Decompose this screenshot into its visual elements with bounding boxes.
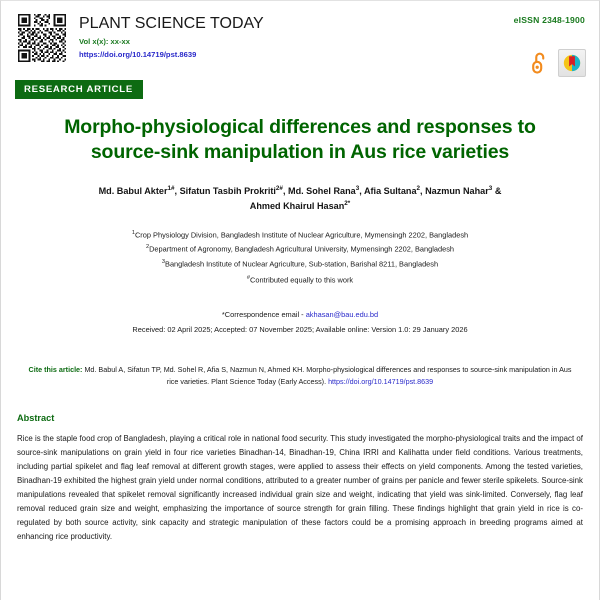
page-title: Morpho-physiological differences and responses to source-sink manipulation in Aus rice varieties	[64, 116, 536, 163]
open-access-lock-icon[interactable]	[531, 50, 548, 76]
author-affiliation-marker: 2	[416, 184, 421, 192]
correspondence-email-link[interactable]: akhasan@bau.edu.bd	[305, 310, 379, 320]
author-affiliation-marker: 3	[488, 184, 493, 192]
abstract-body: Rice is the staple food crop of Bangladesh, playing a critical role in national food security. This study investigated the morpho-physiological traits and the impact of source-sink manipulations on grain yield in four rice varieties Binadhan-14, Binadhan-19, China IRRI and Kalihatta under field conditions. Various treatments, including partial spikelet and flag leaf removal at different growth stages, were applied to assess their effects on yield components. Among the tested varieties, Binadhan-19 exhibited the highest grain yield under normal conditions, attributed to a greater number of grains per panicle and fewer sterile spikelets. Source-sink manipulations revealed that spikelet removal significantly increased individual grain size and weight, indicating that yield was sink-limited. Conversely, flag leaf removal reduced grain size and weight, emphasizing the importance of source strength for grain filling. These findings highlight that grain yield in rice is co-regulated by both source activity, sink capacity and strategic manipulation of these factors could be a promising approach in breeding programs aimed at enhancing rice productivity.	[17, 434, 583, 542]
author-name: Md. Sohel Rana	[288, 185, 356, 196]
affiliation-marker: 2	[145, 244, 150, 251]
affiliation-item	[35, 242, 565, 257]
author-list	[49, 184, 551, 214]
cite-doi-link[interactable]: https://doi.org/10.14719/pst.8639	[328, 377, 434, 387]
eissn-label: eISSN 2348-1900	[513, 15, 585, 25]
affiliation-text: Crop Physiology Division, Bangladesh Institute of Nuclear Agriculture, Mymensingh 2202, Bangladesh	[134, 230, 469, 240]
publication-dates: Received: 02 April 2025; Accepted: 07 November 2025; Available online: Version 1.0: 29 January 2026	[132, 325, 468, 334]
journal-logo-icon	[562, 53, 582, 73]
correspondence-block	[31, 308, 569, 338]
author-name: Ahmed Khairul Hasan	[249, 200, 345, 211]
affiliation-marker: 3	[161, 259, 166, 266]
header-icon-group	[531, 49, 586, 77]
author-affiliation-marker: 2#	[275, 184, 283, 192]
affiliation-marker: 1	[131, 229, 135, 236]
masthead	[1, 1, 599, 63]
affiliation-note-text: Contributed equally to this work	[250, 275, 354, 285]
affiliation-list	[35, 228, 565, 289]
equal-contribution-note	[35, 273, 565, 288]
author-affiliation-marker: 1#	[167, 184, 175, 192]
abstract-section	[17, 413, 583, 545]
abstract-heading: Abstract	[17, 413, 55, 423]
cite-text: Md. Babul A, Sifatun TP, Md. Sohel R, Afia S, Nazmun N, Ahmed KH. Morpho-physiological differences and responses to source-sink manipulation in Aus rice varieties. Plant Science Today (Early Access).	[82, 364, 572, 387]
author-name: Afia Sultana	[363, 185, 417, 196]
affiliation-item	[35, 257, 565, 272]
author-affiliation-marker: 2*	[344, 199, 351, 207]
affiliation-marker: #	[246, 275, 250, 282]
correspondence-line	[31, 308, 569, 323]
author-line-2	[250, 201, 350, 211]
journal-volume: Vol x(x): xx-xx	[79, 37, 130, 47]
affiliation-item	[35, 228, 565, 243]
journal-name: PLANT SCIENCE TODAY	[79, 15, 264, 32]
affiliation-text: Department of Agronomy, Bangladesh Agricultural University, Mymensingh 2202, Bangladesh	[149, 244, 455, 254]
author-name: Md. Babul Akter	[98, 185, 168, 196]
author-name: Nazmun Nahar	[425, 185, 489, 196]
cite-this-article	[25, 364, 575, 389]
article-type-badge: RESEARCH ARTICLE	[15, 80, 143, 99]
correspondence-label: *Correspondence email -	[221, 310, 306, 320]
author-affiliation-marker: 3	[355, 184, 360, 192]
author-name: Sifatun Tasbih Prokriti	[179, 185, 276, 196]
journal-info	[79, 12, 264, 61]
journal-logo-badge[interactable]	[558, 49, 586, 77]
author-line-1: Md. Babul Akter$^{1\#}$, Sifatun Tasbih Prokriti$^{2\#}$, Md. Sohel Rana$^3$, Afia Sultana$^2$, Nazmun Nahar$^3$ &	[98, 184, 502, 196]
affiliation-text: Bangladesh Institute of Nuclear Agriculture, Sub-station, Barishal 8211, Bangladesh	[165, 259, 439, 269]
author-conjunction: &	[494, 185, 502, 196]
cite-label: Cite this article:	[28, 364, 83, 374]
qr-code-icon	[16, 12, 68, 64]
journal-doi-link[interactable]: https://doi.org/10.14719/pst.8639	[79, 50, 197, 60]
